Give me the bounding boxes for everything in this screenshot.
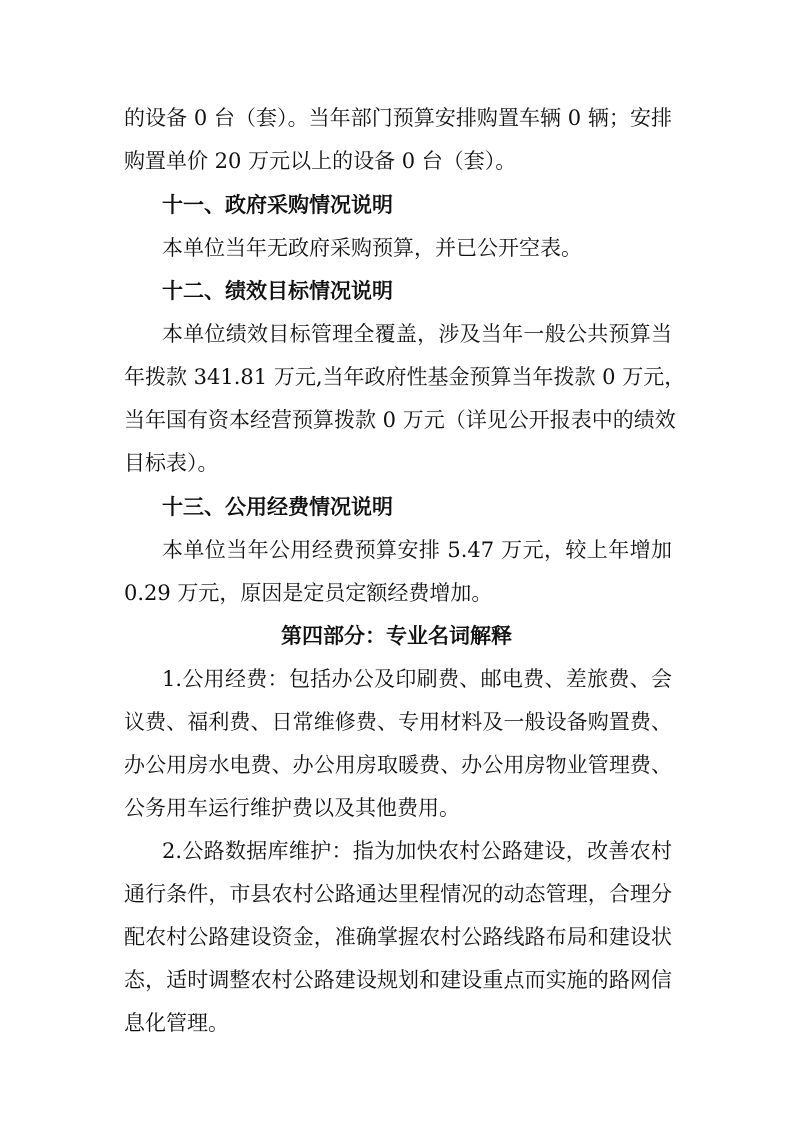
- paragraph-line: 目标表）。: [124, 451, 219, 475]
- paragraph-line: 0.29 万元，原因是定员定额经费增加。: [124, 581, 493, 605]
- paragraph-line: 通行条件，市县农村公路通达里程情况的动态管理，合理分: [124, 882, 672, 906]
- paragraph-line: 息化管理。: [124, 1011, 229, 1035]
- paragraph-line: 本单位当年公用经费预算安排 5.47 万元，较上年增加: [162, 538, 672, 562]
- section-heading: 十一、政府采购情况说明: [162, 193, 393, 217]
- paragraph-line: 态，适时调整农村公路建设规划和建设重点而实施的路网信: [124, 968, 672, 992]
- paragraph-line: 当年国有资本经营预算拨款 0 万元（详见公开报表中的绩效: [124, 408, 676, 432]
- paragraph-line: 1.公用经费：包括办公及印刷费、邮电费、差旅费、会: [162, 667, 672, 691]
- paragraph-line: 配农村公路建设资金，准确掌握农村公路线路布局和建设状: [124, 925, 672, 949]
- paragraph-line: 2.公路数据库维护：指为加快农村公路建设，改善农村: [162, 839, 672, 863]
- section-heading: 十二、绩效目标情况说明: [162, 279, 393, 303]
- paragraph-line: 本单位当年无政府采购预算，并已公开空表。: [162, 236, 582, 260]
- paragraph-line: 的设备 0 台（套）。当年部门预算安排购置车辆 0 辆；安排: [124, 106, 672, 130]
- paragraph-line: 议费、福利费、日常维修费、专用材料及一般设备购置费、: [124, 710, 672, 734]
- paragraph-line: 本单位绩效目标管理全覆盖，涉及当年一般公共预算当: [162, 322, 672, 346]
- paragraph-line: 购置单价 20 万元以上的设备 0 台（套）。: [124, 149, 517, 173]
- paragraph-line: 年拨款 341.81 万元,当年政府性基金预算当年拨款 0 万元，: [124, 365, 686, 389]
- part-heading: 第四部分：专业名词解释: [281, 624, 512, 648]
- section-heading: 十三、公用经费情况说明: [162, 495, 393, 519]
- paragraph-line: 公务用车运行维护费以及其他费用。: [124, 796, 460, 820]
- paragraph-line: 办公用房水电费、办公用房取暖费、办公用房物业管理费、: [124, 753, 672, 777]
